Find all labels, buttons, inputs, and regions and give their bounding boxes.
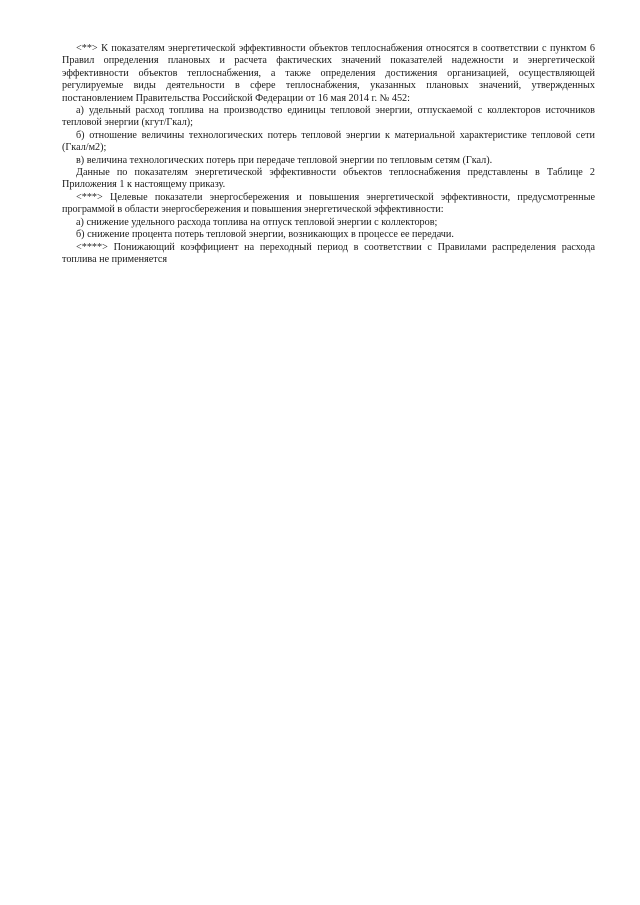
list-item-c-transmission-losses: в) величина технологических потерь при передаче тепловой энергии по тепловым сетям (Гкал).	[76, 154, 493, 166]
footnote-double-asterisk: <**> К показателям энергетической эффективности объектов теплоснабжения относятся в соответствии с пунктом 6 Правил определения плановых и расчета фактических значений показателей надежности и энергетической эффективности объектов теплоснабжения, а также определения достижения организацией, осуществляющей регулируемые виды деятельности в сфере теплоснабжения, указанных плановых значений, утвержденных постановлением Правительства Российской Федерации от 16 мая 2014 г. № 452:	[62, 43, 595, 104]
target-item-b: б) снижение процента потерь тепловой энергии, возникающих в процессе ее передачи.	[76, 229, 454, 241]
document-body	[62, 43, 595, 266]
list-item-a-fuel-consumption: а) удельный расход топлива на производство единицы тепловой энергии, отпускаемой с коллекторов источников тепловой энергии (кгут/Гкал);	[62, 105, 595, 129]
table-reference-paragraph: Данные по показателям энергетической эффективности объектов теплоснабжения представлены в Таблице 2 Приложения 1 к настоящему приказу.	[62, 167, 595, 191]
footnote-triple-asterisk: <***> Целевые показатели энергосбережения и повышения энергетической эффективности, предусмотренные программой в области энергосбережения и повышения энергетической эффективности:	[62, 191, 595, 216]
target-item-a: а) снижение удельного расхода топлива на отпуск тепловой энергии с коллекторов;	[76, 216, 438, 228]
list-item-b-loss-ratio: б) отношение величины технологических потерь тепловой энергии к материальной характеристике тепловой сети (Гкал/м2);	[62, 129, 595, 154]
footnote-quadruple-asterisk: <****> Понижающий коэффициент на переходный период в соответствии с Правилами распределения расхода топлива не применяется	[62, 241, 595, 265]
